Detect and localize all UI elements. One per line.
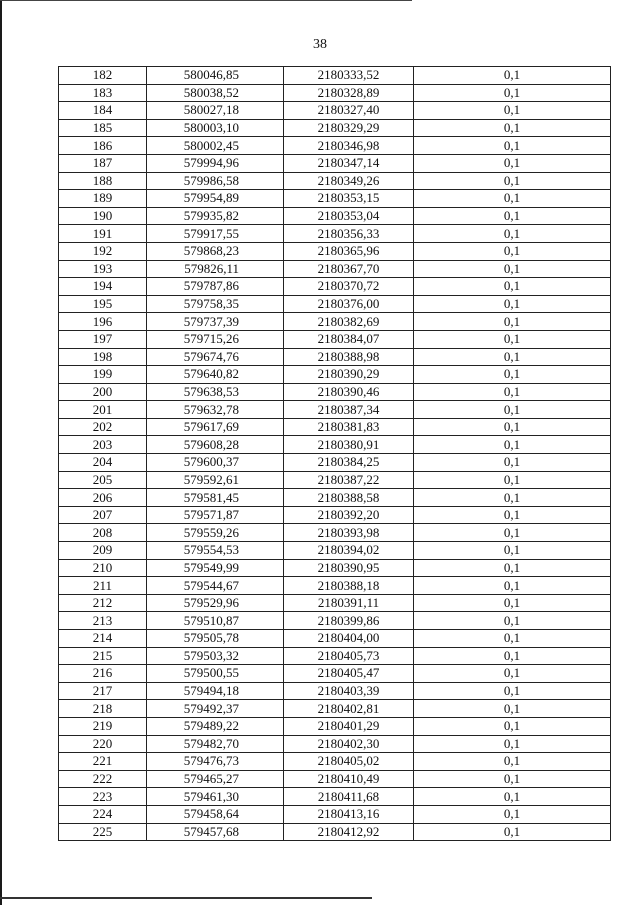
accuracy-cell: 0,1 bbox=[414, 242, 611, 260]
table-row bbox=[59, 788, 611, 806]
x-coordinate-cell: 579500,55 bbox=[147, 665, 284, 683]
x-coordinate-cell: 579868,23 bbox=[147, 242, 284, 260]
y-coordinate-cell: 2180404,00 bbox=[284, 630, 414, 648]
x-coordinate-cell: 579505,78 bbox=[147, 630, 284, 648]
x-coordinate-cell: 579571,87 bbox=[147, 506, 284, 524]
x-coordinate-cell: 579503,32 bbox=[147, 647, 284, 665]
x-coordinate-cell: 579986,58 bbox=[147, 172, 284, 190]
x-coordinate-cell: 579638,53 bbox=[147, 383, 284, 401]
point-number-cell: 218 bbox=[59, 700, 147, 718]
accuracy-cell: 0,1 bbox=[414, 753, 611, 771]
accuracy-cell: 0,1 bbox=[414, 102, 611, 120]
point-number-cell: 214 bbox=[59, 630, 147, 648]
x-coordinate-cell: 579494,18 bbox=[147, 682, 284, 700]
point-number-cell: 205 bbox=[59, 471, 147, 489]
table-row bbox=[59, 313, 611, 331]
accuracy-cell: 0,1 bbox=[414, 172, 611, 190]
x-coordinate-cell: 579715,26 bbox=[147, 330, 284, 348]
accuracy-cell: 0,1 bbox=[414, 700, 611, 718]
y-coordinate-cell: 2180411,68 bbox=[284, 788, 414, 806]
x-coordinate-cell: 579994,96 bbox=[147, 154, 284, 172]
table-row bbox=[59, 647, 611, 665]
table-row bbox=[59, 665, 611, 683]
accuracy-cell: 0,1 bbox=[414, 805, 611, 823]
accuracy-cell: 0,1 bbox=[414, 313, 611, 331]
x-coordinate-cell: 579461,30 bbox=[147, 788, 284, 806]
point-number-cell: 195 bbox=[59, 295, 147, 313]
x-coordinate-cell: 579935,82 bbox=[147, 207, 284, 225]
accuracy-cell: 0,1 bbox=[414, 383, 611, 401]
point-number-cell: 183 bbox=[59, 84, 147, 102]
accuracy-cell: 0,1 bbox=[414, 594, 611, 612]
point-number-cell: 188 bbox=[59, 172, 147, 190]
y-coordinate-cell: 2180367,70 bbox=[284, 260, 414, 278]
y-coordinate-cell: 2180392,20 bbox=[284, 506, 414, 524]
accuracy-cell: 0,1 bbox=[414, 823, 611, 841]
table-row bbox=[59, 454, 611, 472]
table-row bbox=[59, 190, 611, 208]
table-row bbox=[59, 823, 611, 841]
page-top-edge bbox=[0, 0, 412, 1]
x-coordinate-cell: 579482,70 bbox=[147, 735, 284, 753]
table-row bbox=[59, 577, 611, 595]
point-number-cell: 197 bbox=[59, 330, 147, 348]
y-coordinate-cell: 2180391,11 bbox=[284, 594, 414, 612]
point-number-cell: 204 bbox=[59, 454, 147, 472]
y-coordinate-cell: 2180413,16 bbox=[284, 805, 414, 823]
point-number-cell: 207 bbox=[59, 506, 147, 524]
point-number-cell: 225 bbox=[59, 823, 147, 841]
y-coordinate-cell: 2180381,83 bbox=[284, 418, 414, 436]
y-coordinate-cell: 2180382,69 bbox=[284, 313, 414, 331]
y-coordinate-cell: 2180402,30 bbox=[284, 735, 414, 753]
x-coordinate-cell: 579917,55 bbox=[147, 225, 284, 243]
point-number-cell: 206 bbox=[59, 489, 147, 507]
accuracy-cell: 0,1 bbox=[414, 454, 611, 472]
accuracy-cell: 0,1 bbox=[414, 471, 611, 489]
table-row bbox=[59, 770, 611, 788]
table-row bbox=[59, 542, 611, 560]
y-coordinate-cell: 2180387,22 bbox=[284, 471, 414, 489]
x-coordinate-cell: 580002,45 bbox=[147, 137, 284, 155]
y-coordinate-cell: 2180399,86 bbox=[284, 612, 414, 630]
x-coordinate-cell: 579674,76 bbox=[147, 348, 284, 366]
y-coordinate-cell: 2180390,29 bbox=[284, 366, 414, 384]
point-number-cell: 184 bbox=[59, 102, 147, 120]
table-row bbox=[59, 366, 611, 384]
y-coordinate-cell: 2180329,29 bbox=[284, 119, 414, 137]
accuracy-cell: 0,1 bbox=[414, 612, 611, 630]
accuracy-cell: 0,1 bbox=[414, 665, 611, 683]
x-coordinate-cell: 579787,86 bbox=[147, 278, 284, 296]
coordinates-table-body bbox=[59, 67, 611, 841]
x-coordinate-cell: 579554,53 bbox=[147, 542, 284, 560]
y-coordinate-cell: 2180403,39 bbox=[284, 682, 414, 700]
table-row bbox=[59, 383, 611, 401]
point-number-cell: 215 bbox=[59, 647, 147, 665]
y-coordinate-cell: 2180333,52 bbox=[284, 67, 414, 85]
table-row bbox=[59, 612, 611, 630]
point-number-cell: 199 bbox=[59, 366, 147, 384]
accuracy-cell: 0,1 bbox=[414, 788, 611, 806]
accuracy-cell: 0,1 bbox=[414, 190, 611, 208]
accuracy-cell: 0,1 bbox=[414, 207, 611, 225]
x-coordinate-cell: 579549,99 bbox=[147, 559, 284, 577]
x-coordinate-cell: 579737,39 bbox=[147, 313, 284, 331]
point-number-cell: 222 bbox=[59, 770, 147, 788]
point-number-cell: 223 bbox=[59, 788, 147, 806]
y-coordinate-cell: 2180410,49 bbox=[284, 770, 414, 788]
y-coordinate-cell: 2180405,47 bbox=[284, 665, 414, 683]
point-number-cell: 200 bbox=[59, 383, 147, 401]
accuracy-cell: 0,1 bbox=[414, 260, 611, 278]
x-coordinate-cell: 579529,96 bbox=[147, 594, 284, 612]
point-number-cell: 209 bbox=[59, 542, 147, 560]
y-coordinate-cell: 2180387,34 bbox=[284, 401, 414, 419]
x-coordinate-cell: 579592,61 bbox=[147, 471, 284, 489]
table-row bbox=[59, 278, 611, 296]
page-bottom-rule bbox=[0, 897, 372, 899]
accuracy-cell: 0,1 bbox=[414, 366, 611, 384]
x-coordinate-cell: 579544,67 bbox=[147, 577, 284, 595]
accuracy-cell: 0,1 bbox=[414, 770, 611, 788]
accuracy-cell: 0,1 bbox=[414, 682, 611, 700]
accuracy-cell: 0,1 bbox=[414, 154, 611, 172]
table-row bbox=[59, 137, 611, 155]
x-coordinate-cell: 580027,18 bbox=[147, 102, 284, 120]
accuracy-cell: 0,1 bbox=[414, 418, 611, 436]
y-coordinate-cell: 2180388,58 bbox=[284, 489, 414, 507]
accuracy-cell: 0,1 bbox=[414, 137, 611, 155]
table-row bbox=[59, 717, 611, 735]
table-row bbox=[59, 418, 611, 436]
x-coordinate-cell: 579608,28 bbox=[147, 436, 284, 454]
table-row bbox=[59, 630, 611, 648]
accuracy-cell: 0,1 bbox=[414, 225, 611, 243]
y-coordinate-cell: 2180380,91 bbox=[284, 436, 414, 454]
accuracy-cell: 0,1 bbox=[414, 577, 611, 595]
x-coordinate-cell: 579600,37 bbox=[147, 454, 284, 472]
point-number-cell: 194 bbox=[59, 278, 147, 296]
point-number-cell: 202 bbox=[59, 418, 147, 436]
point-number-cell: 216 bbox=[59, 665, 147, 683]
table-row bbox=[59, 594, 611, 612]
accuracy-cell: 0,1 bbox=[414, 348, 611, 366]
point-number-cell: 221 bbox=[59, 753, 147, 771]
point-number-cell: 185 bbox=[59, 119, 147, 137]
table-row bbox=[59, 753, 611, 771]
table-row bbox=[59, 330, 611, 348]
table-row bbox=[59, 700, 611, 718]
accuracy-cell: 0,1 bbox=[414, 401, 611, 419]
point-number-cell: 192 bbox=[59, 242, 147, 260]
x-coordinate-cell: 579954,89 bbox=[147, 190, 284, 208]
point-number-cell: 213 bbox=[59, 612, 147, 630]
table-row bbox=[59, 67, 611, 85]
page-number: 38 bbox=[313, 37, 327, 52]
x-coordinate-cell: 579476,73 bbox=[147, 753, 284, 771]
point-number-cell: 196 bbox=[59, 313, 147, 331]
accuracy-cell: 0,1 bbox=[414, 278, 611, 296]
accuracy-cell: 0,1 bbox=[414, 630, 611, 648]
y-coordinate-cell: 2180384,25 bbox=[284, 454, 414, 472]
y-coordinate-cell: 2180347,14 bbox=[284, 154, 414, 172]
accuracy-cell: 0,1 bbox=[414, 67, 611, 85]
x-coordinate-cell: 579492,37 bbox=[147, 700, 284, 718]
accuracy-cell: 0,1 bbox=[414, 717, 611, 735]
table-row bbox=[59, 489, 611, 507]
x-coordinate-cell: 579457,68 bbox=[147, 823, 284, 841]
page-left-edge bbox=[0, 0, 2, 905]
table-row bbox=[59, 401, 611, 419]
y-coordinate-cell: 2180384,07 bbox=[284, 330, 414, 348]
table-row bbox=[59, 154, 611, 172]
accuracy-cell: 0,1 bbox=[414, 524, 611, 542]
accuracy-cell: 0,1 bbox=[414, 84, 611, 102]
x-coordinate-cell: 579617,69 bbox=[147, 418, 284, 436]
y-coordinate-cell: 2180388,18 bbox=[284, 577, 414, 595]
y-coordinate-cell: 2180346,98 bbox=[284, 137, 414, 155]
accuracy-cell: 0,1 bbox=[414, 506, 611, 524]
table-row bbox=[59, 436, 611, 454]
y-coordinate-cell: 2180328,89 bbox=[284, 84, 414, 102]
point-number-cell: 212 bbox=[59, 594, 147, 612]
accuracy-cell: 0,1 bbox=[414, 647, 611, 665]
table-row bbox=[59, 295, 611, 313]
y-coordinate-cell: 2180353,15 bbox=[284, 190, 414, 208]
table-row bbox=[59, 207, 611, 225]
x-coordinate-cell: 579489,22 bbox=[147, 717, 284, 735]
y-coordinate-cell: 2180405,73 bbox=[284, 647, 414, 665]
table-row bbox=[59, 524, 611, 542]
point-number-cell: 193 bbox=[59, 260, 147, 278]
table-row bbox=[59, 242, 611, 260]
accuracy-cell: 0,1 bbox=[414, 119, 611, 137]
point-number-cell: 198 bbox=[59, 348, 147, 366]
x-coordinate-cell: 579581,45 bbox=[147, 489, 284, 507]
accuracy-cell: 0,1 bbox=[414, 559, 611, 577]
x-coordinate-cell: 579826,11 bbox=[147, 260, 284, 278]
y-coordinate-cell: 2180401,29 bbox=[284, 717, 414, 735]
x-coordinate-cell: 580046,85 bbox=[147, 67, 284, 85]
table-row bbox=[59, 225, 611, 243]
x-coordinate-cell: 579632,78 bbox=[147, 401, 284, 419]
x-coordinate-cell: 579640,82 bbox=[147, 366, 284, 384]
point-number-cell: 224 bbox=[59, 805, 147, 823]
table-row bbox=[59, 172, 611, 190]
y-coordinate-cell: 2180388,98 bbox=[284, 348, 414, 366]
table-row bbox=[59, 805, 611, 823]
coordinates-table bbox=[58, 66, 611, 841]
x-coordinate-cell: 579758,35 bbox=[147, 295, 284, 313]
table-row bbox=[59, 84, 611, 102]
point-number-cell: 191 bbox=[59, 225, 147, 243]
point-number-cell: 217 bbox=[59, 682, 147, 700]
point-number-cell: 210 bbox=[59, 559, 147, 577]
x-coordinate-cell: 579465,27 bbox=[147, 770, 284, 788]
y-coordinate-cell: 2180394,02 bbox=[284, 542, 414, 560]
accuracy-cell: 0,1 bbox=[414, 330, 611, 348]
table-row bbox=[59, 735, 611, 753]
y-coordinate-cell: 2180356,33 bbox=[284, 225, 414, 243]
x-coordinate-cell: 579559,26 bbox=[147, 524, 284, 542]
y-coordinate-cell: 2180390,95 bbox=[284, 559, 414, 577]
accuracy-cell: 0,1 bbox=[414, 489, 611, 507]
y-coordinate-cell: 2180353,04 bbox=[284, 207, 414, 225]
table-row bbox=[59, 260, 611, 278]
point-number-cell: 201 bbox=[59, 401, 147, 419]
accuracy-cell: 0,1 bbox=[414, 436, 611, 454]
table-row bbox=[59, 506, 611, 524]
y-coordinate-cell: 2180365,96 bbox=[284, 242, 414, 260]
point-number-cell: 203 bbox=[59, 436, 147, 454]
accuracy-cell: 0,1 bbox=[414, 295, 611, 313]
y-coordinate-cell: 2180376,00 bbox=[284, 295, 414, 313]
y-coordinate-cell: 2180412,92 bbox=[284, 823, 414, 841]
y-coordinate-cell: 2180370,72 bbox=[284, 278, 414, 296]
x-coordinate-cell: 579510,87 bbox=[147, 612, 284, 630]
point-number-cell: 187 bbox=[59, 154, 147, 172]
table-row bbox=[59, 559, 611, 577]
x-coordinate-cell: 579458,64 bbox=[147, 805, 284, 823]
y-coordinate-cell: 2180327,40 bbox=[284, 102, 414, 120]
point-number-cell: 189 bbox=[59, 190, 147, 208]
x-coordinate-cell: 580003,10 bbox=[147, 119, 284, 137]
y-coordinate-cell: 2180390,46 bbox=[284, 383, 414, 401]
point-number-cell: 219 bbox=[59, 717, 147, 735]
point-number-cell: 220 bbox=[59, 735, 147, 753]
point-number-cell: 182 bbox=[59, 67, 147, 85]
table-row bbox=[59, 119, 611, 137]
accuracy-cell: 0,1 bbox=[414, 735, 611, 753]
table-row bbox=[59, 682, 611, 700]
y-coordinate-cell: 2180405,02 bbox=[284, 753, 414, 771]
point-number-cell: 190 bbox=[59, 207, 147, 225]
y-coordinate-cell: 2180349,26 bbox=[284, 172, 414, 190]
table-row bbox=[59, 348, 611, 366]
table-row bbox=[59, 102, 611, 120]
y-coordinate-cell: 2180393,98 bbox=[284, 524, 414, 542]
table-row bbox=[59, 471, 611, 489]
x-coordinate-cell: 580038,52 bbox=[147, 84, 284, 102]
y-coordinate-cell: 2180402,81 bbox=[284, 700, 414, 718]
point-number-cell: 208 bbox=[59, 524, 147, 542]
point-number-cell: 186 bbox=[59, 137, 147, 155]
accuracy-cell: 0,1 bbox=[414, 542, 611, 560]
point-number-cell: 211 bbox=[59, 577, 147, 595]
